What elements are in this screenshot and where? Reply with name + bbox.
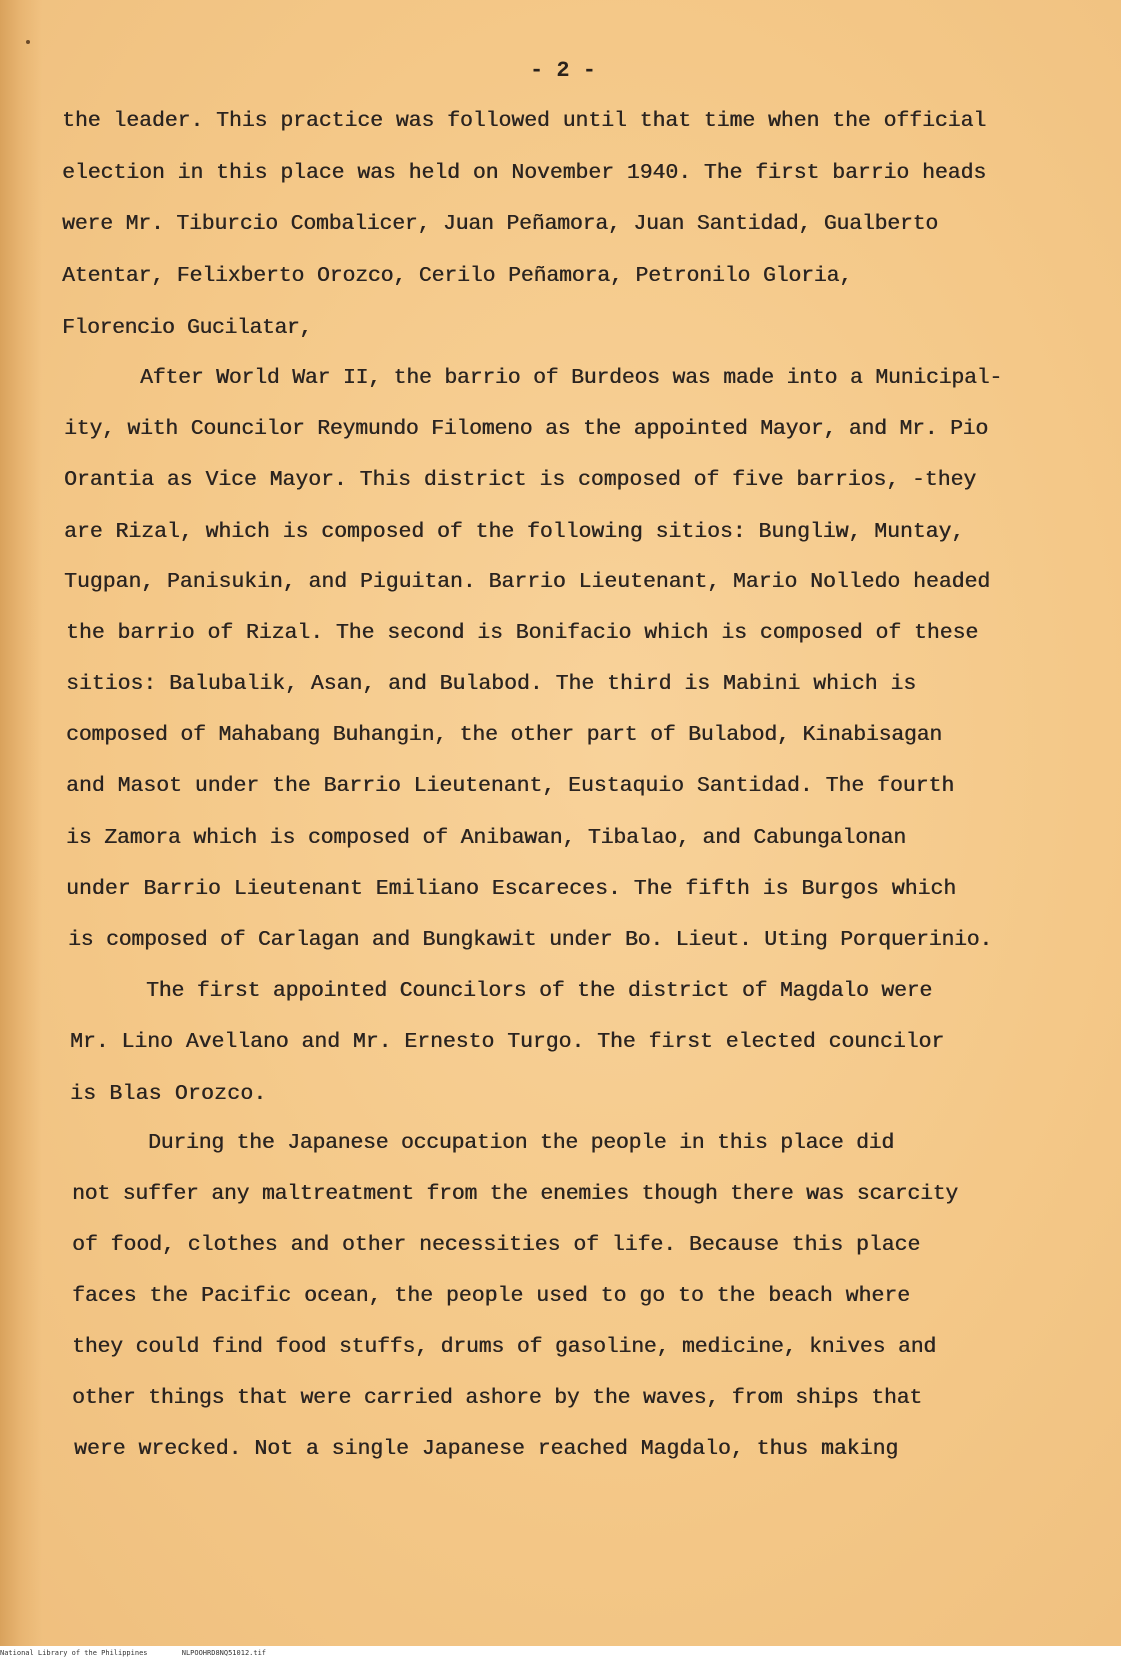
- text-line: Atentar, Felixberto Orozco, Cerilo Peñamora, Petronilo Gloria,: [62, 264, 853, 288]
- text-line: were Mr. Tiburcio Combalicer, Juan Peñamora, Juan Santidad, Gualberto: [62, 212, 938, 236]
- text-line: and Masot under the Barrio Lieutenant, Eustaquio Santidad. The fourth: [66, 774, 955, 798]
- text-line: After World War II, the barrio of Burdeos was made into a Municipal-: [140, 366, 1002, 390]
- text-line: Tugpan, Panisukin, and Piguitan. Barrio Lieutenant, Mario Nolledo headed: [64, 570, 991, 594]
- text-line: other things that were carried ashore by the waves, from ships that: [72, 1386, 922, 1410]
- text-line: During the Japanese occupation the people in this place did: [148, 1131, 894, 1155]
- text-line: were wrecked. Not a single Japanese reached Magdalo, thus making: [74, 1437, 899, 1461]
- text-line: Florencio Gucilatar,: [62, 316, 312, 340]
- text-line: is Blas Orozco.: [70, 1082, 267, 1106]
- text-line: the barrio of Rizal. The second is Bonifacio which is composed of these: [66, 621, 979, 645]
- text-line: The first appointed Councilors of the district of Magdalo were: [146, 979, 932, 1003]
- page-number: - 2 -: [530, 58, 597, 83]
- text-line: faces the Pacific ocean, the people used to go to the beach where: [72, 1284, 910, 1308]
- footer-file-id: NLPOOHRD8NQ51012.tif: [181, 1649, 267, 1657]
- text-line: under Barrio Lieutenant Emiliano Escareces. The fifth is Burgos which: [66, 877, 957, 901]
- text-line: of food, clothes and other necessities of life. Because this place: [72, 1233, 921, 1257]
- text-line: Mr. Lino Avellano and Mr. Ernesto Turgo. The first elected councilor: [70, 1030, 945, 1054]
- text-line: Orantia as Vice Mayor. This district is composed of five barrios, -they: [64, 468, 977, 492]
- text-line: composed of Mahabang Buhangin, the other part of Bulabod, Kinabisagan: [66, 723, 942, 747]
- text-line: they could find food stuffs, drums of gasoline, medicine, knives and: [72, 1335, 937, 1359]
- text-line: not suffer any maltreatment from the enemies though there was scarcity: [72, 1182, 958, 1206]
- scan-footer: [0, 1648, 1121, 1658]
- text-line: election in this place was held on November 1940. The first barrio heads: [62, 161, 987, 185]
- text-line: is composed of Carlagan and Bungkawit under Bo. Lieut. Uting Porquerinio.: [68, 928, 992, 952]
- text-line: are Rizal, which is composed of the following sitios: Bungliw, Muntay,: [64, 520, 965, 544]
- text-line: ity, with Councilor Reymundo Filomeno as the appointed Mayor, and Mr. Pio: [64, 417, 988, 441]
- text-line: is Zamora which is composed of Anibawan, Tibalao, and Cabungalonan: [66, 826, 906, 850]
- text-line: sitios: Balubalik, Asan, and Bulabod. The third is Mabini which is: [66, 672, 917, 696]
- footer-library: National Library of the Philippines: [0, 1649, 148, 1657]
- text-line: the leader. This practice was followed until that time when the official: [62, 109, 987, 133]
